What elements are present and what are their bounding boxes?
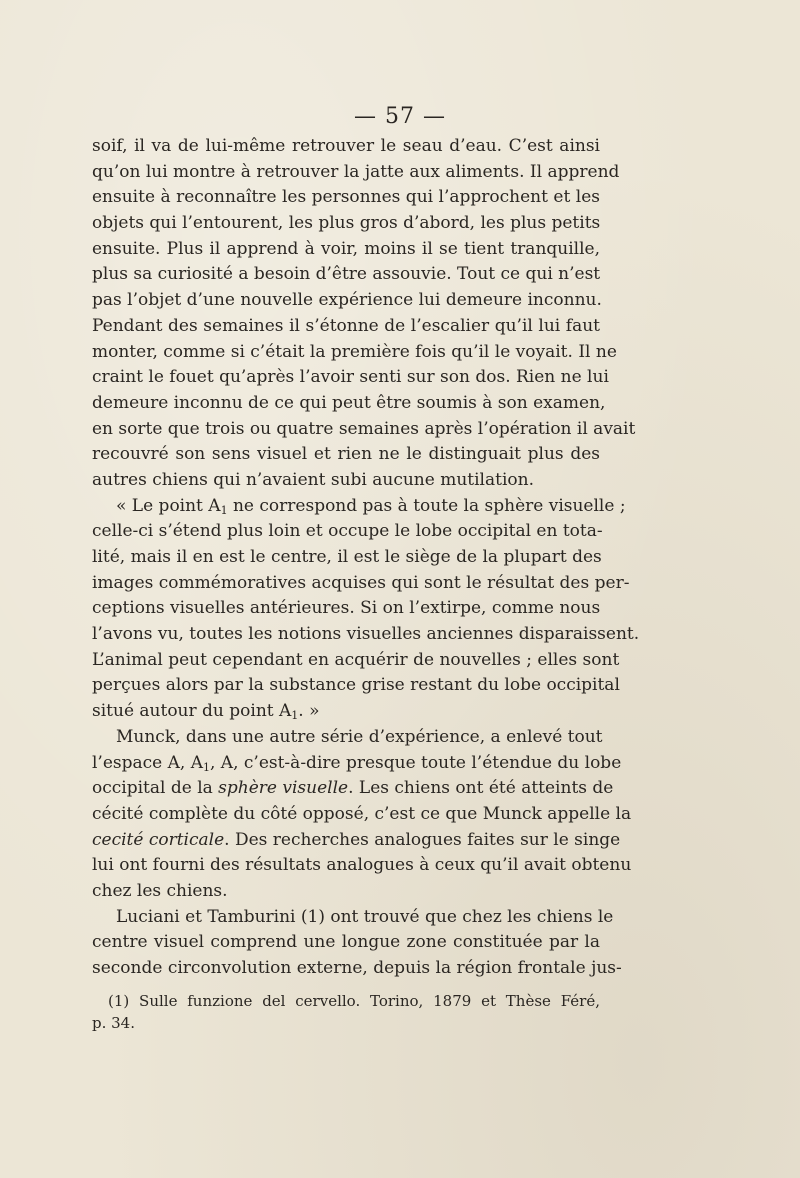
text-line: l’avons vu, toutes les notions visuelles anciennes disparaissent.	[92, 624, 640, 645]
text-line: Munck, dans une autre série d’expérience, a enlevé tout	[116, 726, 603, 747]
text-line: recouvré son sens visuel et rien ne le distinguait plus des	[92, 444, 600, 465]
text-fragment: ne correspond pas à toute la sphère visuelle ;	[227, 495, 626, 516]
text-line: Luciani et Tamburini (1) ont trouvé que chez les chiens le	[116, 906, 614, 927]
text-fragment: . Des recherches analogues faites sur le singe	[224, 829, 621, 850]
text-line: chez les chiens.	[92, 880, 228, 901]
quote-start-line	[92, 494, 626, 520]
text-line: monter, comme si c’était la première fois qu’il le voyait. Il ne	[92, 341, 617, 362]
text-line: seconde circonvolution externe, depuis la région frontale jus-	[92, 958, 622, 978]
text-fragment: . »	[298, 701, 320, 722]
text-line: qu’on lui montre à retrouver la jatte aux aliments. Il apprend	[92, 161, 620, 182]
text-line: perçues alors par la substance grise restant du lobe occipital	[92, 675, 620, 696]
footnote-line: (1) Sulle funzione del cervello. Torino, 1879 et Thèse Féré,	[108, 992, 600, 1010]
text-line: lité, mais il en est le centre, il est le siège de la plupart des	[92, 547, 602, 567]
text-line: L’animal peut cependant en acquérir de nouvelles ; elles sont	[92, 649, 620, 670]
subscript: 1	[203, 760, 210, 774]
text-line	[92, 776, 614, 802]
text-line: celle-ci s’étend plus loin et occupe le lobe occipital en tota-	[92, 521, 603, 542]
text-fragment: situé autour du point A	[92, 701, 292, 722]
text-line: craint le fouet qu’après l’avoir senti sur son dos. Rien ne lui	[92, 367, 609, 388]
body-text	[92, 134, 640, 982]
text-line: soif, il va de lui-même retrouver le seau d’eau. C’est ainsi	[92, 136, 600, 156]
text-fragment: occipital de la	[92, 778, 219, 799]
text-line: objets qui l’entourent, les plus gros d’abord, les plus petits	[92, 213, 601, 234]
text-line: plus sa curiosité a besoin d’être assouvie. Tout ce qui n’est	[92, 264, 601, 285]
text-line: cécité complète du côté opposé, c’est ce que Munck appelle la	[92, 803, 632, 824]
text-line: images commémoratives acquises qui sont le résultat des per-	[92, 572, 630, 593]
footnote-line: p. 34.	[92, 1014, 135, 1032]
text-fragment: « Le point A	[116, 495, 221, 516]
subscript: 1	[291, 709, 299, 723]
text-line	[92, 828, 621, 854]
text-line: ensuite. Plus il apprend à voir, moins il se tient tranquille,	[92, 238, 600, 259]
italic-term: cecité corticale	[92, 829, 225, 850]
text-line: autres chiens qui n’avaient subi aucune mutilation.	[92, 469, 534, 490]
subscript: 1	[220, 503, 228, 517]
text-line	[92, 751, 622, 777]
page-number: — 57 —	[354, 104, 446, 129]
text-line: ceptions visuelles antérieures. Si on l’extirpe, comme nous	[92, 598, 601, 619]
italic-term: sphère visuelle	[218, 778, 349, 799]
text-line: demeure inconnu de ce qui peut être soumis à son examen,	[92, 392, 606, 413]
text-line: en sorte que trois ou quatre semaines après l’opération il avait	[92, 418, 636, 439]
text-line: centre visuel comprend une longue zone constituée par la	[92, 932, 600, 953]
quote-end-line	[92, 699, 600, 725]
text-fragment: . Les chiens ont été atteints de	[348, 778, 614, 799]
text-line: lui ont fourni des résultats analogues à ceux qu’il avait obtenu	[92, 855, 632, 876]
text-line: ensuite à reconnaître les personnes qui l’approchent et les	[92, 187, 600, 208]
footnote	[92, 990, 600, 1034]
text-fragment: , A, c’est-à-dire presque toute l’étendue du lobe	[210, 752, 622, 773]
text-fragment: l’espace A, A	[92, 752, 203, 773]
text-line: Pendant des semaines il s’étonne de l’escalier qu’il lui faut	[92, 315, 600, 336]
text-line: pas l’objet d’une nouvelle expérience lui demeure inconnu.	[92, 290, 602, 311]
